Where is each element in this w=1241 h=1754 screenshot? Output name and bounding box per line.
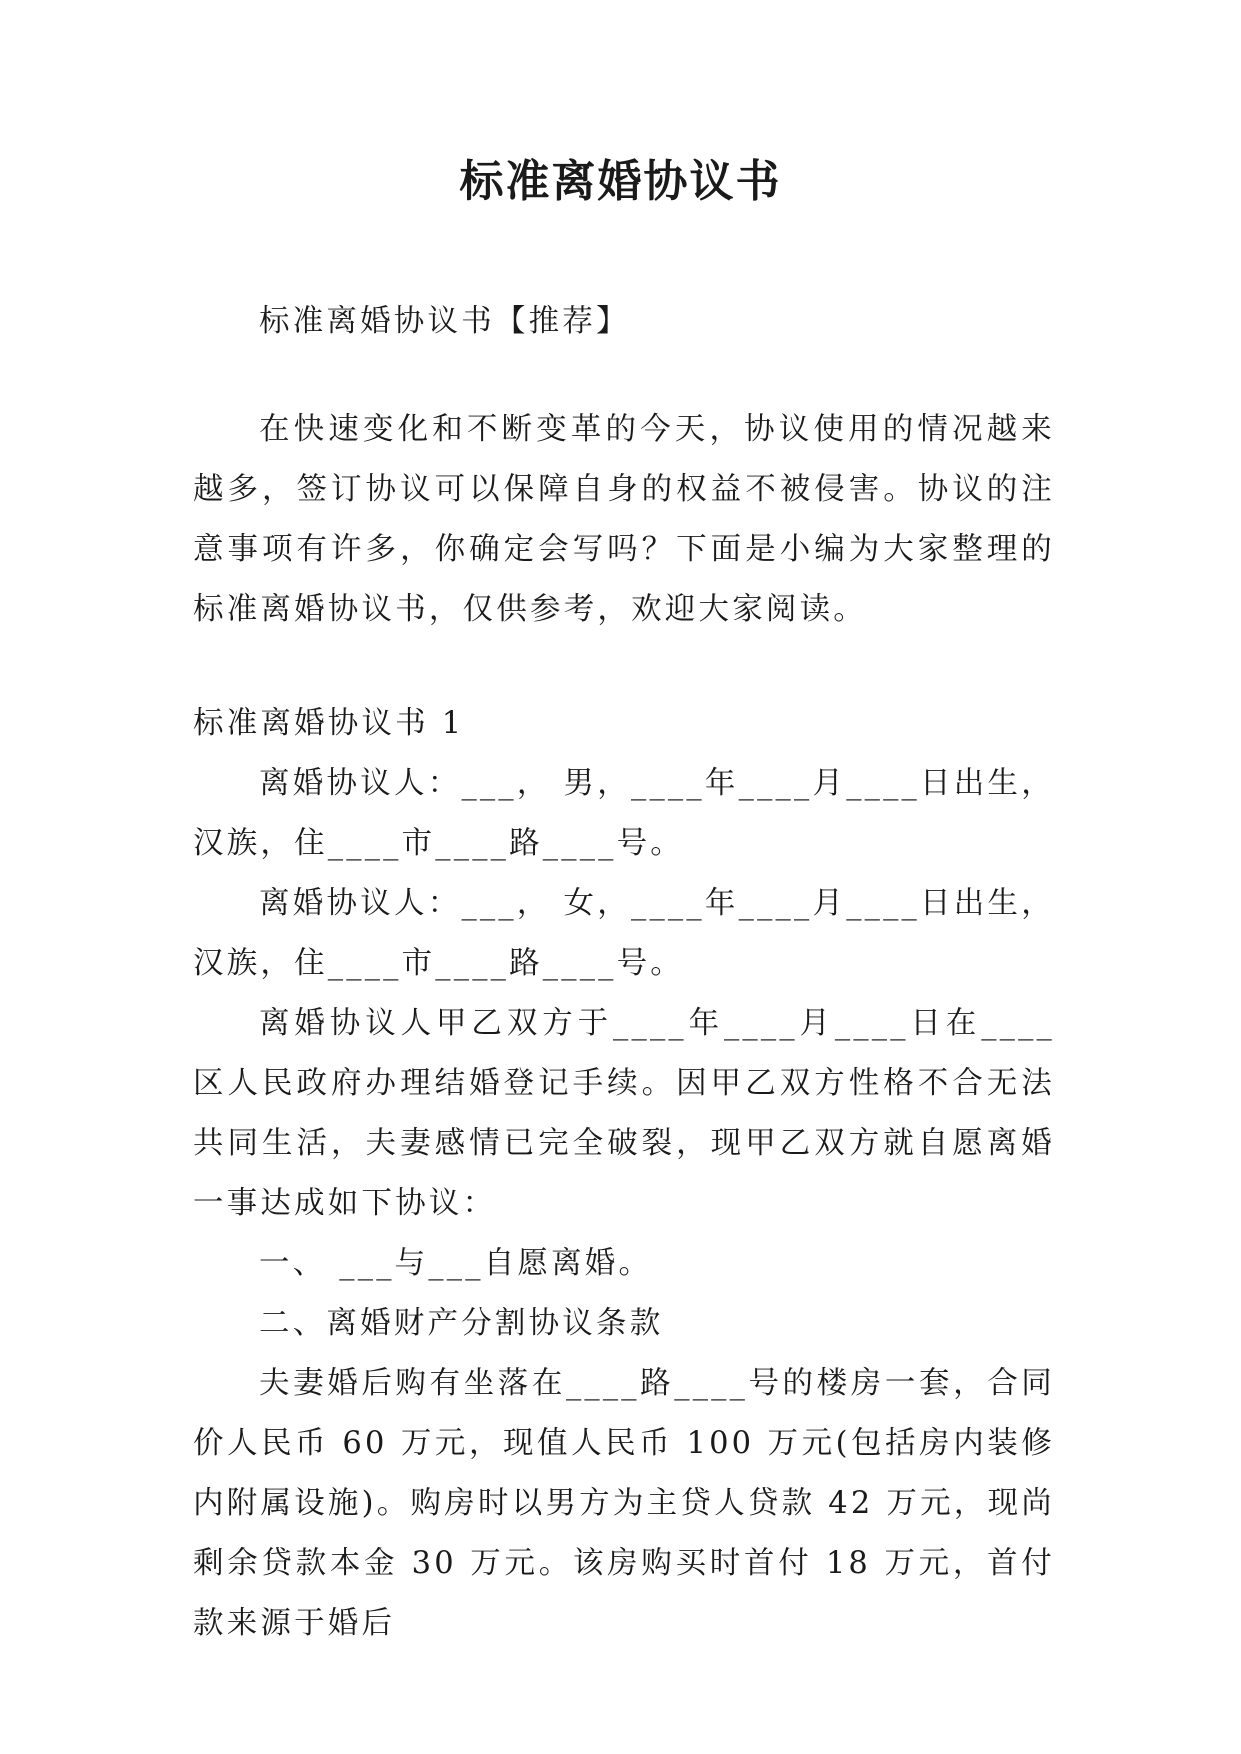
document-title: 标准离婚协议书 (459, 156, 782, 207)
clause-one: 一、 ___与___自愿离婚。 (259, 1246, 653, 1281)
section-heading: 标准离婚协议书 1 (193, 706, 465, 741)
intro-text: 在快速变化和不断变革的今天，协议使用的情况越来越多，签订协议可以保障自身的权益不被侵害。协议的注意事项有许多，你确定会写吗？下面是小编为大家整理的标准离婚协议书，仅供参考，欢迎大家阅读。 (193, 412, 1055, 627)
clause-two-heading: 二、离婚财产分割协议条款 (259, 1306, 664, 1341)
marriage-registration-paragraph: 离婚协议人甲乙双方于____年____月____日在____区人民政府办理结婚登记手续。因甲乙双方性格不合无法共同生活，夫妻感情已完全破裂，现甲乙双方就自愿离婚一事达成如下协议： (193, 1006, 1055, 1221)
subtitle-text: 标准离婚协议书【推荐】 (259, 304, 630, 339)
party-male-paragraph: 离婚协议人：___， 男，____年____月____日出生，汉族，住____市____路____号。 (193, 766, 1055, 861)
party-female-paragraph: 离婚协议人：___， 女，____年____月____日出生，汉族，住____市____路____号。 (193, 886, 1055, 981)
agreement-body (193, 694, 1055, 1654)
property-paragraph: 夫妻婚后购有坐落在____路____号的楼房一套，合同价人民币 60 万元，现值人民币 100 万元(包括房内装修内附属设施)。购房时以男方为主贷人贷款 42 万元，现尚剩余贷款本金 30 万元。该房购买时首付 18 万元，首付款来源于婚后 (193, 1366, 1055, 1641)
intro-paragraph (193, 400, 1055, 640)
document-subtitle (193, 292, 1055, 352)
